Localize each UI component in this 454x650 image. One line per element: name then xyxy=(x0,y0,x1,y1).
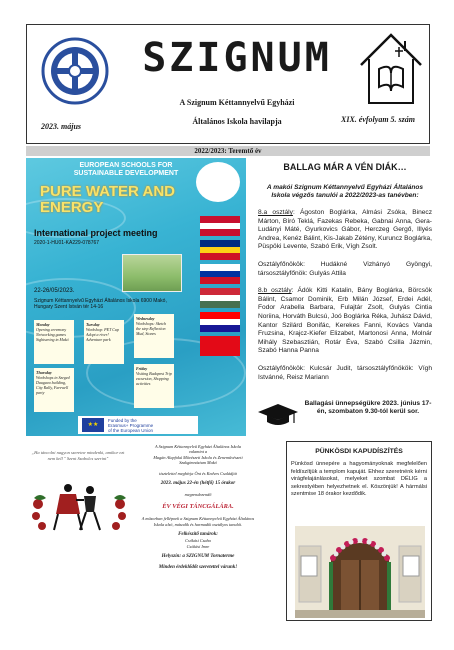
article-intro: A makói Szignum Kéttannyelvű Egyházi Általános Iskola végzős tanulói a 2022/2023-as tanévben: xyxy=(266,184,424,199)
folk-dancers-illustration-icon xyxy=(30,474,128,544)
program-card: Thursday Workshops in Szeged Daugava building, City Rally, Farewell party xyxy=(34,368,74,412)
eu-flag-icon: ★★ xyxy=(82,418,104,432)
class-a-teachers: Osztályfőnökök: Hudákné Vizhányó Gyöngyi, társosztályfőnök: Gulyás Attila xyxy=(258,260,432,277)
invitation-line: Magán Alapfokú Művészeti Iskola és Zeneművészeti Szakgimnázium Makó xyxy=(153,454,243,466)
eu-line: of the European Union xyxy=(108,427,154,433)
poster-meeting-label: International project meeting xyxy=(34,228,158,238)
graduation-article xyxy=(258,158,432,438)
invitation-line: tisztelettel meghívja Önt és Kedves Családját xyxy=(159,470,237,476)
class-b-label: 8.b osztály xyxy=(258,287,292,295)
masthead-title: SZIGNUM xyxy=(142,35,332,81)
invitation-line: Felkészítő tanárok: xyxy=(178,532,218,538)
book-and-house-logo-icon xyxy=(355,29,427,109)
class-a-list: 8.a osztály: Ágoston Boglárka, Almási Zsóka, Binecz Márton, Bíró Teklá, Fazekas Rebeka, Gabnai Anna, Gera-Ludányi Máté, Gyurkovics Gábor, Herczeg Gergő, Illyés Andrea, Kenéz Bálint, Kis-Jakab Zétény, Kuruncz Boglárka, Püspöki Levente, Szabó Erik, Vígh Zsolt. xyxy=(258,209,432,251)
invitation-text xyxy=(140,444,256,571)
poster-main-title: PURE WATER AND ENERGY xyxy=(40,183,175,216)
country-flag xyxy=(200,336,240,356)
issue-date: 2023. május xyxy=(41,122,82,131)
country-flag xyxy=(200,264,240,284)
country-flag xyxy=(200,216,240,236)
country-flag xyxy=(200,288,240,308)
class-b-teachers: Osztályfőnökök: Kulcsár Judit, társosztályfőnökök: Vígh Istvánné, Reisz Mariann xyxy=(258,364,432,381)
graduation-cap-icon xyxy=(258,402,298,428)
school-building-photo xyxy=(122,254,182,292)
graduation-notice xyxy=(258,398,432,430)
school-name-line: A Szignum Kéttannyelvű Egyházi xyxy=(179,98,295,107)
poster-project-code: 2020-1-HU01-KA229-078767 xyxy=(34,240,100,246)
invitation-line: megrendezendő xyxy=(184,492,212,498)
pentecost-body: Pünkösd ünnepére a hagyományoknak megfelelően feldíszítjük a templom kapuját. Ehhez szeretnénk kérni virágfelajánlásokat, melyeket szombat DÉLIG a sekrestyében helyezhetnek el. Köszönjük! A hármálsi szentmise 18 órakor kezdődik. xyxy=(291,461,427,498)
invitation-line: valamint a xyxy=(188,449,208,455)
program-card: Wednesday Workshops: Sketch the step Reflection Mud, Stones xyxy=(134,314,174,358)
invitation-line: Csókási Imre xyxy=(186,543,210,549)
invitation-line: A műsorban fellépnek a Szignum Kéttannyelvű Egyházi Általános Iskola alsó, második és harmadik osztályos tanulói. xyxy=(141,516,255,527)
erasmus-project-poster xyxy=(26,158,246,436)
masthead-box xyxy=(26,24,430,144)
invitation-line: Helyszín: a SZIGNUM Tornaterme xyxy=(161,554,235,560)
invitation-quote: „Ha táncolni nagyon szeretne mindenki, amikor ezt nem kell " Szent Szabolcs szerint" xyxy=(31,450,125,461)
pentecost-title: PÜNKÖSDI KAPUDÍSZÍTÉS xyxy=(315,448,403,455)
program-card: Monday Opening ceremony Networking games Sightseeing in Makó xyxy=(34,320,74,364)
invitation-line: A Szignum Kéttannyelvű Egyházi Általános Iskola xyxy=(155,444,241,449)
invitation-line: Minden érdeklődőt szeretettel várunk! xyxy=(158,565,238,571)
invitation-line: ÉV VÉGI TÁNCGÁLÁRA. xyxy=(162,503,234,511)
country-flag xyxy=(200,240,240,260)
program-card: Friday Visiting Budapest Trip excursion, Shopping activities xyxy=(134,364,174,408)
class-a-label: 8.a osztály xyxy=(258,209,293,216)
poster-venue: Szignum Kéttannyelvű Egyházi Általános Iskola 6900 Makó, Hungary Szent István tér 14-16 xyxy=(34,298,167,310)
flower-decorated-church-door-photo xyxy=(295,526,425,618)
eu-line: Funded by the xyxy=(108,417,137,423)
article-title: BALLAG MÁR A VÉN DIÁK… xyxy=(283,162,407,172)
pentecost-notice-box xyxy=(286,441,432,621)
invitation-line: 2023. május 22-én (hétfő) 15 órakor xyxy=(160,481,236,487)
program-card: Tuesday Workshop: PET Cup Adopt a river! Adventure park xyxy=(84,320,124,364)
school-emblem-icon xyxy=(41,37,109,105)
poster-headline: EUROPEAN SCHOOLS FOR SUSTAINABLE DEVELOPMENT xyxy=(73,162,179,177)
poster-szignum-logo-icon xyxy=(196,162,240,202)
graduation-date-text: Ballagási ünnepségükre 2023. június 17-én, szombaton 9.30-tól kerül sor. xyxy=(304,400,432,415)
eu-line: Erasmus+ Programme xyxy=(108,422,154,428)
dance-gala-invitation xyxy=(26,438,256,618)
class-b-list: 8.b osztály: Ádók Kitti Katalin, Bány Boglárka, Börcsök Bálint, Csamor Dominik, Erb Milán József, Erdei Adél, Fodor Arabella Barbara, Fulajtár Zsolt, Gulyás Cintia Noriina, Horváth Bulcsú, Joó Boglárka Réka, Juhász Dávid, Kantor Szilárd Bonifác, Kerekes Fanni, Kovács Vanda Fruzsina, Krajcz-Kiefer Elizabet, Martonosi Anna, Molnár Mihály Szebasztián, Rotár Éva, Szabó Csilla Jázmin, Szabó Hanna Panna xyxy=(258,287,432,355)
invitation-line: Csókási Csaba xyxy=(185,538,211,544)
poster-dates: 22-26/05/2023. xyxy=(34,288,75,294)
volume-issue: XIX. évfolyam 5. szám xyxy=(341,115,415,124)
school-newsletter-subtitle: Általános Iskola havilapja xyxy=(192,117,282,126)
country-flag xyxy=(200,312,240,332)
school-year-band: 2022/2023: Teremtő év xyxy=(26,146,430,156)
eu-funding-badge xyxy=(78,416,198,434)
partner-country-flags xyxy=(200,216,240,360)
